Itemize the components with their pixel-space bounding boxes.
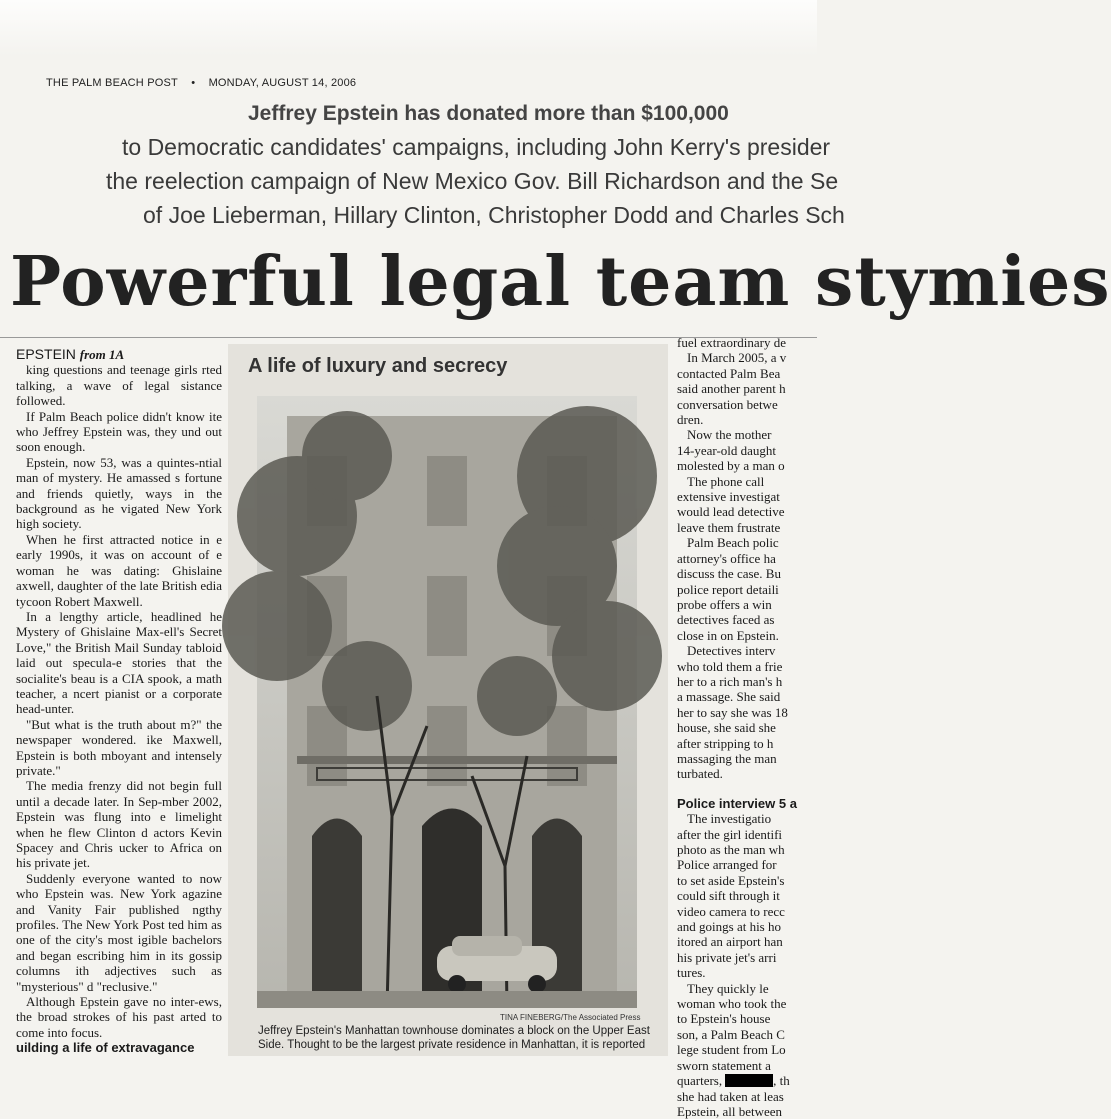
redaction-bar bbox=[725, 1074, 773, 1087]
text-line: Palm Beach polic bbox=[687, 535, 779, 551]
text-line: to Epstein's house bbox=[677, 1011, 771, 1027]
text-line: massaging the man bbox=[677, 750, 777, 766]
text-line: turbated. bbox=[677, 766, 723, 782]
text-line: In March 2005, a v bbox=[687, 350, 787, 366]
text-line: dren. bbox=[677, 412, 704, 428]
text-line: her to a rich man's h bbox=[677, 673, 783, 689]
body-paragraph: Although Epstein gave no inter-ews, the broad strokes of his past arted to come into focus. bbox=[16, 994, 222, 1040]
publication-date: MONDAY, AUGUST 14, 2006 bbox=[208, 77, 357, 89]
text-line: house, she said she bbox=[677, 720, 776, 736]
body-paragraph: "But what is the truth about m?" the newspaper wondered. ike Maxwell, Epstein is both mboyant and intensely private." bbox=[16, 716, 222, 778]
text-line: contacted Palm Bea bbox=[677, 365, 781, 381]
text-line: photo as the man wh bbox=[677, 842, 785, 857]
text-line: attorney's office ha bbox=[677, 550, 776, 566]
body-paragraph: king questions and teenage girls rted talking, a wave of legal sistance followed. bbox=[16, 362, 222, 409]
text-line: and goings at his ho bbox=[677, 919, 781, 935]
text-line: leave them frustrate bbox=[677, 519, 781, 535]
paper-name: THE PALM BEACH POST bbox=[46, 77, 178, 89]
text-line: conversation betwe bbox=[677, 396, 778, 412]
jump-name: EPSTEIN bbox=[16, 346, 76, 362]
townhouse-illustration bbox=[257, 396, 637, 1008]
text-line: extensive investigat bbox=[677, 489, 780, 505]
text-line: son, a Palm Beach C bbox=[677, 1026, 785, 1042]
text-line: after the girl identifi bbox=[677, 826, 783, 842]
text-line: his private jet's arri bbox=[677, 949, 777, 965]
text-line: tures. bbox=[677, 965, 706, 981]
text-line: video camera to recc bbox=[677, 903, 785, 919]
text-line: 14-year-old daught bbox=[677, 442, 777, 458]
photo-caption: Jeffrey Epstein's Manhattan townhouse dominates a block on the Upper East Side. Thought to be the largest private residence in Manhattan, it is reported bbox=[258, 1025, 650, 1051]
deck-line-2: to Democratic candidates' campaigns, including John Kerry's presider bbox=[122, 134, 831, 160]
masthead-separator: • bbox=[191, 77, 196, 89]
section-subhead: uilding a life of extravagance bbox=[16, 1040, 195, 1056]
text-line: to set aside Epstein's bbox=[677, 872, 785, 888]
body-paragraph: In a lengthy article, headlined he Mystery of Ghislaine Max-ell's Secret Love," the British Mail Sunday tabloid laid out specula-e stories that the socialite's beau is a CIA spook, a math teacher, a ncert pianist or a corporate head-unter. bbox=[16, 608, 222, 717]
redacted-line bbox=[677, 1073, 817, 1088]
text-line: Epstein, all between bbox=[677, 1103, 783, 1119]
body-paragraph: Suddenly everyone wanted to now who Epstein was. New York agazine and Vanity Fair published ngthy profiles. The New York Post ted him as one of the city's most igible bachelors and began escribing him in its gossip columns ith adjectives such as "mysterious" d "reclusive." bbox=[16, 870, 222, 994]
right-text-block-a bbox=[677, 335, 817, 782]
text-line: molested by a man o bbox=[677, 458, 785, 474]
text-line: a massage. She said bbox=[677, 689, 781, 705]
jump-label bbox=[16, 347, 222, 362]
text-line: who told them a frie bbox=[677, 658, 783, 674]
text-line: itored an airport han bbox=[677, 934, 783, 950]
right-text-block-b bbox=[677, 811, 817, 1119]
headline: Powerful legal team stymies bbox=[10, 242, 1111, 322]
photo-title: A life of luxury and secrecy bbox=[248, 355, 508, 377]
text-line: her to say she was 18 bbox=[677, 704, 788, 720]
text-line: after stripping to h bbox=[677, 735, 774, 751]
text-line: said another parent h bbox=[677, 381, 786, 397]
text-line: she had taken at leas bbox=[677, 1088, 784, 1104]
jump-from: from 1A bbox=[79, 347, 125, 362]
deck-line-3: the reelection campaign of New Mexico Gov. Bill Richardson and the Se bbox=[106, 168, 839, 194]
text-line: The phone call bbox=[687, 473, 765, 489]
text-line: Detectives interv bbox=[687, 643, 776, 659]
text-line: close in on Epstein. bbox=[677, 627, 779, 643]
text-fragment: quarters, bbox=[677, 1073, 723, 1089]
text-line: They quickly le bbox=[687, 980, 769, 996]
text-line: sworn statement a bbox=[677, 1057, 771, 1073]
text-line: would lead detective bbox=[677, 504, 785, 520]
text-line: The investigatio bbox=[687, 811, 772, 827]
text-line: detectives faced as bbox=[677, 612, 775, 628]
masthead bbox=[46, 77, 366, 89]
text-line: could sift through it bbox=[677, 888, 780, 904]
right-column bbox=[677, 335, 817, 1119]
text-line: woman who took the bbox=[677, 996, 787, 1012]
body-paragraph: Epstein, now 53, was a quintes-ntial man of mystery. He amassed s fortune and friends quietly, ways in the background as he vigated New York high society. bbox=[16, 454, 222, 532]
townhouse-photo bbox=[257, 396, 637, 1008]
text-fragment: , th bbox=[773, 1073, 790, 1089]
text-line: probe offers a win bbox=[677, 596, 772, 612]
body-paragraph: The media frenzy did not begin full until a decade later. In Sep-mber 2002, Epstein was flung into e limelight when he flew Clinton d actors Kevin Spacey and Chris ucker to Africa on his private jet. bbox=[16, 778, 222, 871]
deck-line-4: of Joe Lieberman, Hillary Clinton, Christopher Dodd and Charles Sch bbox=[143, 202, 845, 228]
photo-credit: TINA FINEBERG/The Associated Press bbox=[500, 1013, 641, 1022]
text-line: Now the mother bbox=[687, 427, 772, 443]
right-subhead: Police interview 5 a bbox=[677, 795, 797, 811]
body-paragraph: If Palm Beach police didn't know ite who Jeffrey Epstein was, they und out soon enough. bbox=[16, 408, 222, 455]
body-paragraph: When he first attracted notice in e early 1990s, it was on account of e woman he was dating: Ghislaine axwell, daughter of the late British edia tycoon Robert Maxwell. bbox=[16, 531, 222, 609]
scan-shadow bbox=[0, 0, 817, 56]
text-line: lege student from Lo bbox=[677, 1042, 786, 1058]
text-line: Police arranged for bbox=[677, 857, 777, 873]
text-line: police report detaili bbox=[677, 581, 779, 597]
deck-line-1: Jeffrey Epstein has donated more than $100,000 bbox=[248, 102, 729, 125]
text-line: discuss the case. Bu bbox=[677, 566, 781, 582]
left-column bbox=[16, 347, 222, 1056]
text-line: fuel extraordinary de bbox=[677, 335, 787, 350]
